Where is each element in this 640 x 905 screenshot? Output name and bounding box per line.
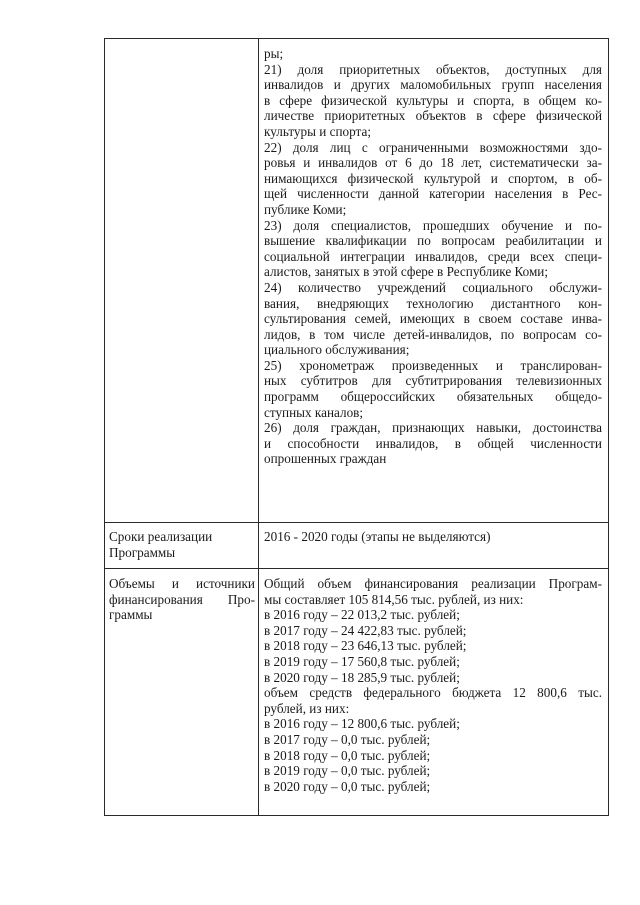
row-divider-1 xyxy=(104,522,609,523)
indicator-line: инвалидов и других маломобильных групп населения xyxy=(264,77,602,93)
indicator-line: ровья и инвалидов от 6 до 18 лет, систематически за- xyxy=(264,155,602,171)
indicator-line: публике Коми; xyxy=(264,201,347,217)
funding-line: в 2016 году – 22 013,2 тыс. рублей; xyxy=(264,607,460,623)
indicator-line: нимающихся физической культурой и спортом, в об- xyxy=(264,170,602,186)
table-border-top xyxy=(104,38,609,39)
indicator-line: вышение квалификации по вопросам реабилитации и xyxy=(264,233,602,249)
funding-label-line: граммы xyxy=(109,607,153,623)
table-border-right xyxy=(608,38,609,816)
funding-line: рублей, из них: xyxy=(264,700,350,716)
indicator-line: 25) хронометраж произведенных и транслирован- xyxy=(264,357,602,373)
funding-line: в 2017 году – 0,0 тыс. рублей; xyxy=(264,731,431,747)
indicator-line: вания, внедряющих технологию дистантного кон- xyxy=(264,295,602,311)
table-column-divider xyxy=(258,38,259,816)
funding-line: Общий объем финансирования реализации Програм- xyxy=(264,576,602,591)
indicator-line: 21) доля приоритетных объектов, доступных для xyxy=(264,61,602,77)
funding-line: объем средств федерального бюджета 12 800,6 тыс. xyxy=(264,685,602,701)
table-border-bottom xyxy=(104,815,609,816)
indicator-line: опрошенных граждан xyxy=(264,451,387,467)
funding-line: в 2020 году – 18 285,9 тыс. рублей; xyxy=(264,669,460,685)
funding-line: в 2016 году – 12 800,6 тыс. рублей; xyxy=(264,716,460,732)
term-label-line-2: Программы xyxy=(109,544,176,560)
indicator-line: в сфере физической культуры и спорта, в общем ко- xyxy=(264,92,602,108)
funding-line: в 2019 году – 17 560,8 тыс. рублей; xyxy=(264,653,460,669)
funding-label-cell xyxy=(109,576,255,623)
term-label-line-1: Сроки реализации xyxy=(109,529,213,544)
indicator-line: социальной интеграции инвалидов, среди всех специ- xyxy=(264,248,602,264)
indicator-line: ры; xyxy=(264,46,284,61)
indicator-line: ных субтитров для субтитрирования телевизионных xyxy=(264,373,602,389)
funding-line: в 2019 году – 0,0 тыс. рублей; xyxy=(264,763,431,779)
funding-line: мы составляет 105 814,56 тыс. рублей, из них: xyxy=(264,591,524,607)
funding-value-cell xyxy=(264,576,602,794)
indicator-line: лидов, в том числе детей-инвалидов, по вопросам со- xyxy=(264,326,602,342)
passport-table xyxy=(104,38,609,816)
funding-line: в 2018 году – 0,0 тыс. рублей; xyxy=(264,747,431,763)
indicator-line: 26) доля граждан, признающих навыки, достоинства xyxy=(264,420,602,436)
funding-label-line: финансирования Про- xyxy=(109,591,255,607)
indicators-list-cell xyxy=(264,46,602,467)
indicator-line: ступных каналов; xyxy=(264,404,364,420)
indicator-line: личестве приоритетных объектов в сфере физической xyxy=(264,108,602,124)
indicator-line: алистов, занятых в этой сфере в Республике Коми; xyxy=(264,264,549,280)
indicator-line: щей численности данной категории населения в Рес- xyxy=(264,186,602,202)
funding-line: в 2018 году – 23 646,13 тыс. рублей; xyxy=(264,638,467,654)
indicator-line: культуры и спорта; xyxy=(264,123,371,139)
indicator-line: сультирования семей, имеющих в своем составе инва- xyxy=(264,311,602,327)
funding-line: в 2017 году – 24 422,83 тыс. рублей; xyxy=(264,622,467,638)
indicator-line: циального обслуживания; xyxy=(264,342,410,358)
indicator-line: 23) доля специалистов, прошедших обучение и по- xyxy=(264,217,602,233)
term-label-cell xyxy=(109,529,255,560)
funding-line: в 2020 году – 0,0 тыс. рублей; xyxy=(264,778,431,794)
funding-label-line: Объемы и источники xyxy=(109,576,255,591)
indicator-line: 24) количество учреждений социального обслужи- xyxy=(264,279,602,295)
indicator-line: 22) доля лиц с ограниченными возможностями здо- xyxy=(264,139,602,155)
row-divider-2 xyxy=(104,568,609,569)
term-value-cell xyxy=(264,529,602,545)
term-value: 2016 - 2020 годы (этапы не выделяются) xyxy=(264,529,491,544)
table-border-left xyxy=(104,38,105,816)
indicator-line: программ общероссийских обязательных общедо- xyxy=(264,389,602,405)
indicator-line: и способности инвалидов, в общей численности xyxy=(264,435,602,451)
